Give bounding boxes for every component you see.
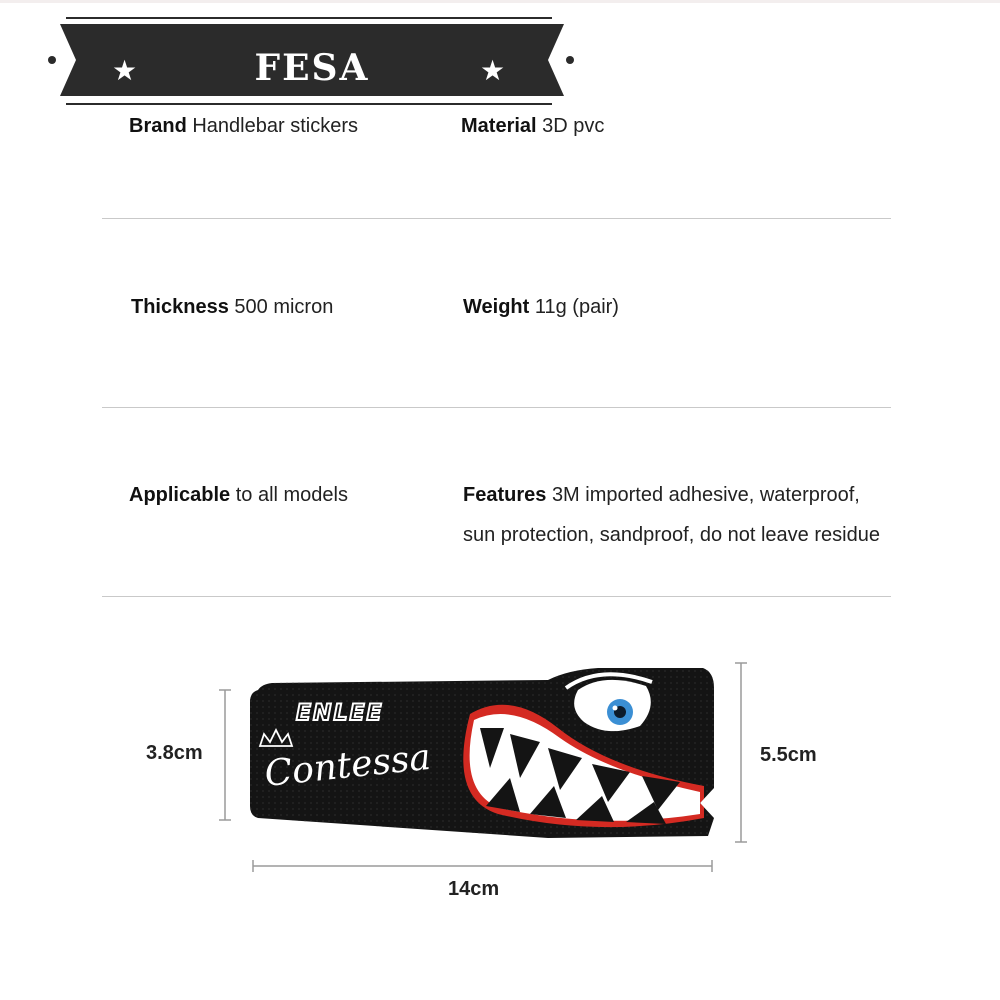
spec-value: 3M imported adhesive, waterproof, bbox=[551, 484, 860, 506]
handlebar-sticker bbox=[248, 668, 718, 848]
spec-label: Weight bbox=[463, 296, 530, 318]
spec-value: 500 micron bbox=[234, 296, 334, 318]
dimension-height-left: 3.8cm bbox=[146, 742, 203, 764]
spec-value: Handlebar stickers bbox=[192, 115, 358, 137]
spec-value-line2: sun protection, sandproof, do not leave residue bbox=[463, 524, 880, 546]
spec-value: to all models bbox=[235, 484, 348, 506]
spec-label: Features bbox=[463, 484, 547, 506]
brand-logo: ENLEE bbox=[296, 701, 384, 726]
spec-value: 3D pvc bbox=[542, 115, 605, 137]
spec-value: 11g (pair) bbox=[534, 296, 619, 318]
spec-label: Applicable bbox=[129, 484, 231, 506]
star-icon: ★ bbox=[112, 55, 138, 86]
star-icon: ★ bbox=[480, 55, 506, 86]
spec-label: Brand bbox=[129, 115, 187, 137]
spec-label: Thickness bbox=[131, 296, 229, 318]
dimension-width: 14cm bbox=[448, 878, 500, 900]
spec-label: Material bbox=[461, 115, 537, 137]
banner-title: FESA bbox=[254, 47, 370, 89]
model-script: Contessa bbox=[262, 736, 433, 795]
dimension-height-right: 5.5cm bbox=[760, 744, 817, 766]
